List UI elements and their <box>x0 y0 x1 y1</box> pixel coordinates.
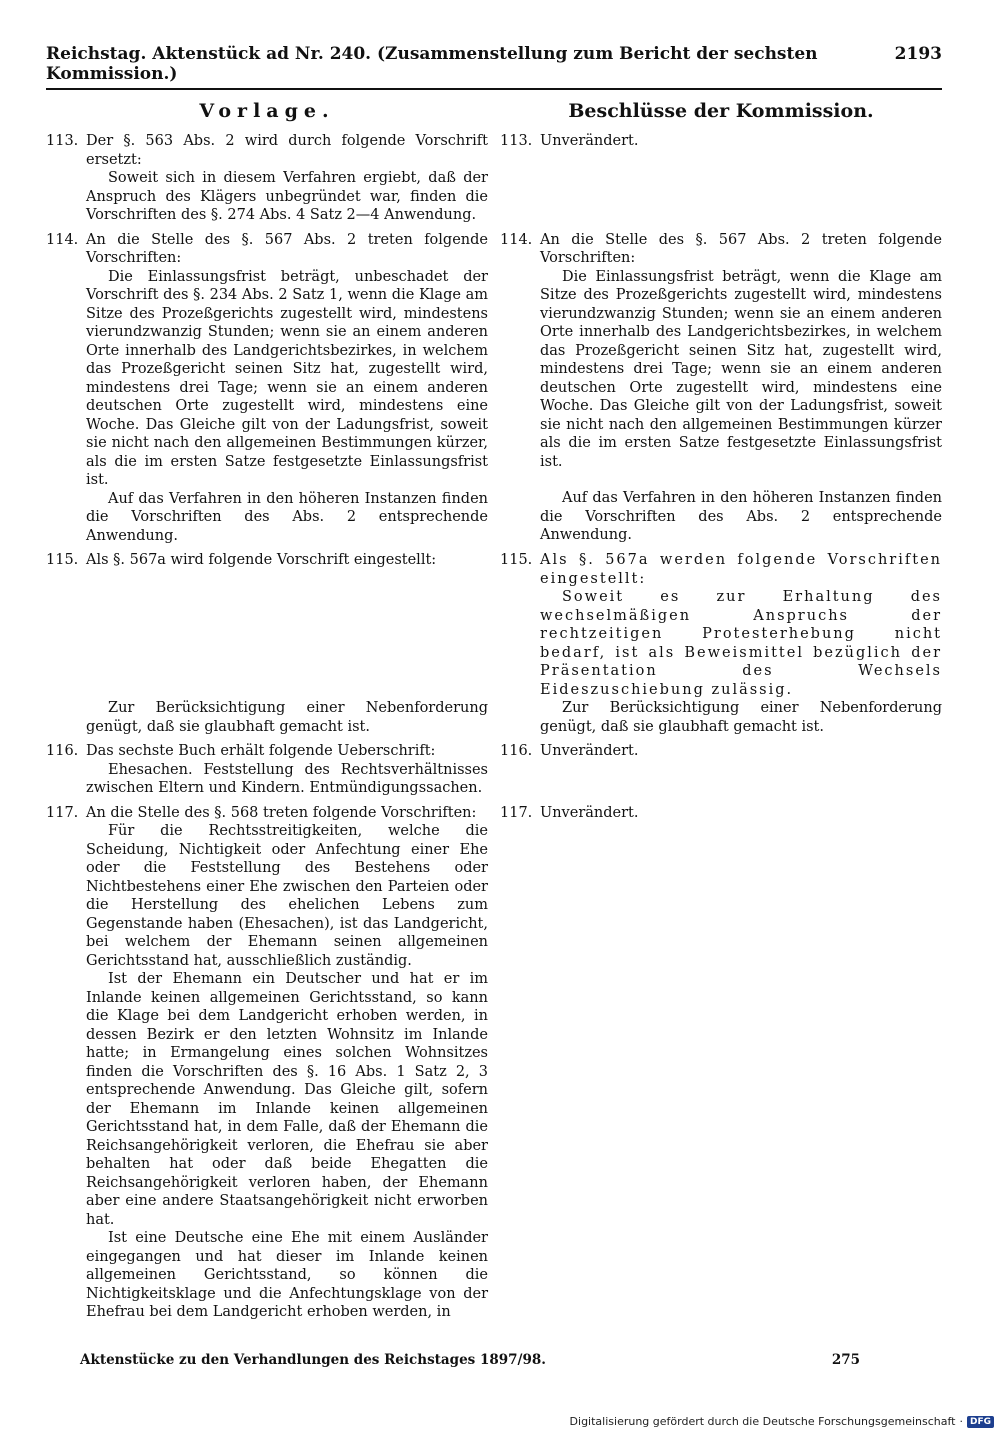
item-intro: An die Stelle des §. 568 treten folgende Vorschriften: <box>86 804 477 821</box>
item-quote: Zur Berücksichtigung einer Nebenforderung genügt, daß sie glaubhaft gemacht ist. <box>86 700 488 735</box>
right-column-title: Beschlüsse der Kommission. <box>568 100 874 122</box>
item-quote: Ist eine Deutsche eine Ehe mit einem Ausländer eingegangen und hat dieser im Inlande keinen allgemeinen Gerichtsstand, so können die Nichtigkeitsklage und die Anfechtungsklage von der Ehefrau bei dem Landgericht erhoben werden, in <box>86 1230 488 1320</box>
item-117-left <box>46 804 488 1322</box>
item-quote: Die Einlassungsfrist beträgt, wenn die Klage am Sitze des Prozeßgerichts zugestellt wird, mindestens vierundzwanzig Stunden; wenn sie an einem anderen Orte innerhalb des Landgerichtsbezirkes, in welchem das Prozeßgericht seinen Sitz hat, zugestellt wird, mindestens drei Tage; wenn sie an einem anderen deutschen Orte zugestellt wird, mindestens eine Woche. Das Gleiche gilt von der Ladungsfrist, soweit sie nicht nach den allgemeinen Bestimmungen kürzer als die im ersten Satze festgesetzte Einlassungsfrist ist. <box>540 268 942 470</box>
credit-separator: · <box>959 1415 963 1428</box>
item-113 <box>46 132 942 225</box>
item-intro: Als §. 567a werden folgende Vorschriften eingestellt: <box>540 552 942 587</box>
item-number: 115. <box>500 552 533 568</box>
item-number: 117. <box>46 804 79 821</box>
header-title: Reichstag. Aktenstück ad Nr. 240. (Zusammenstellung zum Bericht der sechsten Kommission.) <box>46 44 818 84</box>
item-quote: Soweit es zur Erhaltung des wechselmäßigen Anspruchs der rechtzeitigen Protesterhebung nicht bedarf, ist als Beweismittel bezüglich der Präsentation des Wechsels Eideszuschiebung zulässig. <box>540 589 942 698</box>
item-quote: Soweit sich in diesem Verfahren ergiebt, daß der Anspruch des Klägers unbegründet war, finden die Vorschriften des §. 274 Abs. 4 Satz 2—4 Anwendung. <box>86 170 488 223</box>
document-page <box>46 40 942 1322</box>
item-115-right <box>500 551 942 736</box>
item-intro: Als §. 567a wird folgende Vorschrift eingestellt: <box>86 552 437 568</box>
footer-sheet-number: 275 <box>831 1352 860 1368</box>
item-number: 116. <box>46 743 79 759</box>
left-column-title: Vorlage. <box>199 100 335 122</box>
item-quote: Auf das Verfahren in den höheren Instanzen finden die Vorschriften des Abs. 2 entsprechende Anwendung. <box>86 490 488 544</box>
item-quote: Ist der Ehemann ein Deutscher und hat er im Inlande keinen allgemeinen Gerichtsstand, so kann die Klage bei dem Landgericht erhoben werden, in dessen Bezirk er den letzten Wohnsitz im Inlande hatte; in Ermangelung eines solchen Wohnsitzes finden die Vorschriften des §. 16 Abs. 1 Satz 2, 3 entsprechende Anwendung. Das Gleiche gilt, sofern der Ehemann im Inlande keinen allgemeinen Gerichtsstand hat, in dem Falle, daß der Ehemann die Reichsangehörigkeit verloren, die Ehefrau sie aber behalten hat oder daß beide Ehegatten die Reichsangehörigkeit verloren haben, der Ehemann aber eine andere Staatsangehörigkeit nicht erworben hat. <box>86 971 488 1228</box>
item-117 <box>46 804 942 1322</box>
item-intro: An die Stelle des §. 567 Abs. 2 treten folgende Vorschriften: <box>86 231 488 266</box>
item-resolution: Unverändert. <box>540 804 639 821</box>
item-quote: Für die Rechtsstreitigkeiten, welche die Scheidung, Nichtigkeit oder Anfechtung einer Ehe oder die Feststellung des Bestehens oder Nichtbestehens einer Ehe zwischen den Parteien oder die Herstellung des ehelichen Lebens zum Gegenstande haben (Ehesachen), ist das Landgericht, bei welchem der Ehemann seinen allgemeinen Gerichtsstand hat, ausschließlich zuständig. <box>86 823 488 969</box>
page-number: 2193 <box>894 44 942 64</box>
item-resolution: Unverändert. <box>540 743 639 759</box>
item-number: 113. <box>500 133 533 149</box>
item-113-left <box>46 132 488 225</box>
item-quote: Auf das Verfahren in den höheren Instanzen finden die Vorschriften des Abs. 2 entsprechende Anwendung. <box>540 490 942 543</box>
item-116-right <box>500 742 942 798</box>
page-footer <box>80 1352 860 1368</box>
item-115-left <box>46 551 488 736</box>
item-number: 116. <box>500 743 533 759</box>
item-number: 117. <box>500 804 533 821</box>
digitization-credit <box>570 1415 994 1428</box>
item-quote: Zur Berücksichtigung einer Nebenforderung genügt, daß sie glaubhaft gemacht ist. <box>540 700 942 735</box>
item-113-right <box>500 132 942 225</box>
item-116 <box>46 742 942 798</box>
item-114 <box>46 231 942 546</box>
item-117-right <box>500 804 942 1322</box>
dfg-logo: DFG <box>967 1416 994 1428</box>
page-header <box>46 40 942 90</box>
item-number: 114. <box>46 231 79 248</box>
item-quote: Die Einlassungsfrist beträgt, unbeschadet der Vorschrift des §. 234 Abs. 2 Satz 1, wenn die Klage am Sitze des Prozeßgerichts zugestellt wird, mindestens vierundzwanzig Stunden; wenn sie an einem anderen Orte innerhalb des Landgerichtsbezirkes, in welchem das Prozeßgericht seinen Sitz hat, zugestellt wird, mindestens drei Tage; wenn sie an einem anderen deutschen Orte zugestellt wird, mindestens eine Woche. Das Gleiche gilt von der Ladungsfrist, soweit sie nicht nach den allgemeinen Bestimmungen kürzer, als die im ersten Satze festgesetzte Einlassungsfrist ist. <box>86 268 488 488</box>
item-116-left <box>46 742 488 798</box>
item-number: 113. <box>46 133 79 149</box>
column-headings <box>46 100 942 122</box>
item-number: 115. <box>46 552 79 568</box>
item-115 <box>46 551 942 736</box>
footer-source: Aktenstücke zu den Verhandlungen des Reichstages 1897/98. <box>80 1352 546 1368</box>
item-intro: Der §. 563 Abs. 2 wird durch folgende Vorschrift ersetzt: <box>86 133 488 168</box>
item-resolution: Unverändert. <box>540 133 639 149</box>
item-quote: Ehesachen. Feststellung des Rechtsverhältnisses zwischen Eltern und Kindern. Entmündigungssachen. <box>86 761 488 796</box>
item-114-left <box>46 231 488 546</box>
item-114-right <box>500 231 942 546</box>
item-intro: An die Stelle des §. 567 Abs. 2 treten folgende Vorschriften: <box>540 231 942 266</box>
item-intro: Das sechste Buch erhält folgende Ueberschrift: <box>86 743 436 759</box>
document-body <box>46 132 942 1322</box>
item-number: 114. <box>500 231 533 248</box>
credit-text: Digitalisierung gefördert durch die Deutsche Forschungsgemeinschaft <box>569 1415 956 1428</box>
